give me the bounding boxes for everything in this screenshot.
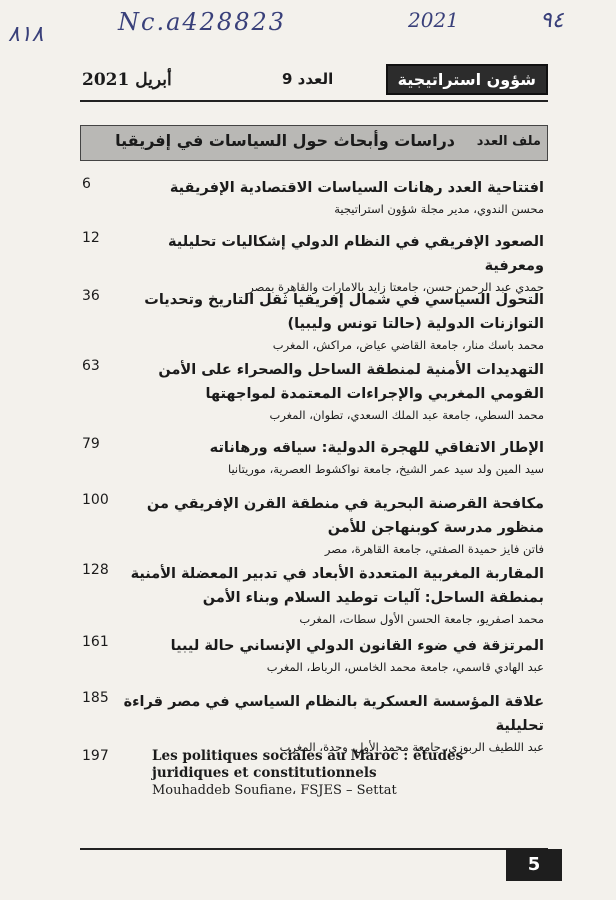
toc-page-number: 128 [82, 562, 109, 578]
toc-page-number: 197 [82, 748, 109, 764]
toc-entry [82, 358, 544, 424]
header-rule [80, 100, 548, 102]
page-number-box: 5 [506, 849, 562, 881]
dossier-label: ملف العدد [476, 134, 541, 149]
running-header [80, 62, 550, 96]
handwritten-catalog-code: Nc.a428823 [118, 8, 286, 36]
toc-page-number: 36 [82, 288, 100, 304]
toc-author: محمد اصفريو، جامعة الحسن الأول سطات، المغرب [299, 612, 544, 626]
toc-entry [82, 634, 544, 676]
toc-author: محسن الندوي، مدير مجلة شؤون استراتيجية [334, 202, 544, 216]
issue-date: أبريل 2021 [82, 70, 172, 90]
toc-title: الإطار الاتفاقي للهجرة الدولية: سياقه ورهاناته [209, 440, 544, 456]
toc-author: محمد باسك منار، جامعة القاضي عياض، مراكش، المغرب [272, 338, 544, 352]
handwritten-volume: ٩٤ [540, 8, 564, 33]
toc-entry [82, 492, 544, 558]
toc-author: محمد السطي، جامعة عبد الملك السعدي، تطوان، المغرب [269, 408, 544, 422]
toc-title: المقاربة المغربية المتعددة الأبعاد في تدبير المعضلة الأمنية بمنطقة الساحل: آليات توطيد السلام وبناء الأمن [130, 566, 544, 606]
toc-title: الصعود الإفريقي في النظام الدولي إشكاليات تحليلية ومعرفية [167, 234, 544, 274]
toc-author: حمدي عبد الرحمن حسن، جامعتا زايد بالامارات والقاهرة بمصر [248, 280, 544, 294]
footer-rule [80, 848, 548, 850]
toc-page-number: 12 [82, 230, 100, 246]
toc-author: Mouhaddeb Soufiane، FSJES – Settat [152, 783, 397, 798]
toc-page-number: 6 [82, 176, 91, 192]
toc-author: عبد اللطيف الربوزي، جامعة محمد الأول، وجدة، المغرب [279, 740, 544, 754]
dossier-banner [80, 125, 548, 161]
toc-page-number: 161 [82, 634, 109, 650]
dossier-theme: دراسات وأبحاث حول السياسات في إفريقيا [115, 131, 455, 150]
toc-page-number: 63 [82, 358, 100, 374]
toc-entry [82, 690, 544, 756]
toc-entry [82, 748, 544, 800]
handwritten-year: 2021 [408, 8, 459, 32]
toc-title: افتتاحية العدد رهانات السياسات الاقتصادية الإفريقية [169, 180, 544, 196]
toc-entry [82, 230, 544, 296]
toc-title: Les politiques sociales au Maroc : études juridiques et constitutionnels [152, 748, 464, 781]
toc-title: المرتزقة في ضوء القانون الدولي الإنساني حالة ليبيا [170, 638, 544, 654]
toc-page-number: 185 [82, 690, 109, 706]
magazine-title: شؤون استراتيجية [386, 64, 548, 95]
toc-entry [82, 176, 544, 218]
toc-author: عبد الهادي قاسمي، جامعة محمد الخامس، الرباط، المغرب [266, 660, 544, 674]
toc-author: سيد المين ولد سيد عمر الشيخ، جامعة نواكشوط العصرية، موريتانيا [227, 462, 544, 476]
handwritten-corner-number: ٨١٨ [8, 22, 44, 47]
toc-entry [82, 562, 544, 628]
toc-entry [82, 436, 544, 478]
toc-title: مكافحة القرصنة البحرية في منطقة القرن الإفريقي من منظور مدرسة كوبنهاجن للأمن [146, 496, 544, 536]
issue-number: العدد 9 [282, 70, 334, 88]
toc-title: علاقة المؤسسة العسكرية بالنظام السياسي في مصر قراءة تحليلية [123, 694, 544, 734]
toc-page-number: 79 [82, 436, 100, 452]
toc-title: التحول السياسي في شمال إفريقيا ثقل التاريخ وتحديات التوازنات الدولية (حالتا تونس وليبيا) [144, 292, 544, 332]
toc-author: فاتن فايز حميدة الصفتي، جامعة القاهرة، مصر [324, 542, 544, 556]
toc-entry [82, 288, 544, 354]
toc-title: التهديدات الأمنية لمنطقة الساحل والصحراء على الأمن القومي المغربي والإجراءات المعتمدة لمواجهتها [158, 362, 544, 402]
toc-page-number: 100 [82, 492, 109, 508]
